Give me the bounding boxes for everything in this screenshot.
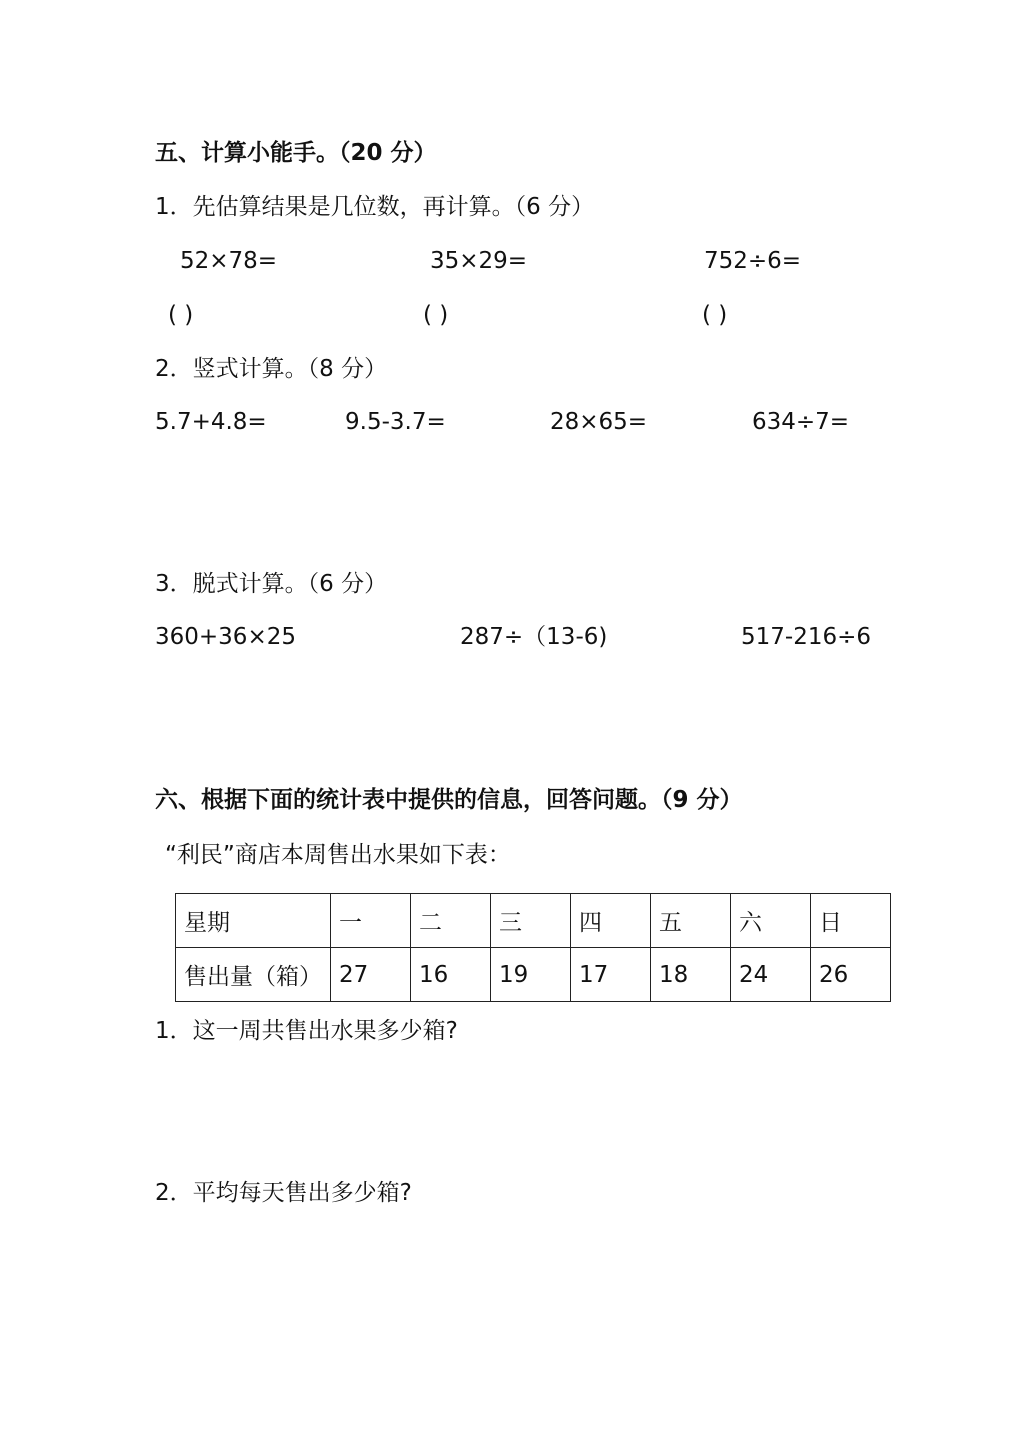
section5-q2-title: 2．竖式计算。（8 分） (155, 356, 388, 382)
estimate-blank-1[interactable]: ( ) (168, 302, 194, 328)
day-cell: 五 (651, 894, 731, 948)
table-row (176, 948, 891, 1002)
day-cell: 四 (571, 894, 651, 948)
row-header-weekday: 星期 (176, 894, 331, 948)
section5-title: 五、计算小能手。（20 分） (155, 140, 437, 166)
sales-cell: 16 (411, 948, 491, 1002)
day-cell: 一 (331, 894, 411, 948)
section6-q2: 2．平均每天售出多少箱? (155, 1180, 412, 1206)
row-header-sales: 售出量（箱） (176, 948, 331, 1002)
estimate-expression-1: 52×78= (180, 248, 278, 274)
sales-cell: 17 (571, 948, 651, 1002)
estimate-blank-2[interactable]: ( ) (423, 302, 449, 328)
sales-cell: 27 (331, 948, 411, 1002)
day-cell: 六 (731, 894, 811, 948)
estimate-expression-3: 752÷6= (704, 248, 802, 274)
section6-title: 六、根据下面的统计表中提供的信息，回答问题。（9 分） (155, 787, 743, 813)
fruit-sales-table (175, 893, 891, 1002)
vertical-calc-2: 9.5-3.7= (345, 409, 446, 435)
sales-cell: 24 (731, 948, 811, 1002)
vertical-calc-1: 5.7+4.8= (155, 409, 267, 435)
estimate-expression-2: 35×29= (430, 248, 528, 274)
day-cell: 日 (811, 894, 891, 948)
estimate-blank-3[interactable]: ( ) (702, 302, 728, 328)
stepwise-calc-3: 517-216÷6 (741, 624, 872, 650)
day-cell: 三 (491, 894, 571, 948)
table-row (176, 894, 891, 948)
section5-q3-title: 3．脱式计算。（6 分） (155, 571, 388, 597)
stepwise-calc-2: 287÷（13-6) (460, 624, 608, 650)
sales-cell: 18 (651, 948, 731, 1002)
section6-intro: “利民”商店本周售出水果如下表： (165, 842, 511, 868)
day-cell: 二 (411, 894, 491, 948)
section5-q1-title: 1．先估算结果是几位数，再计算。（6 分） (155, 194, 595, 220)
stepwise-calc-1: 360+36×25 (155, 624, 296, 650)
sales-cell: 19 (491, 948, 571, 1002)
vertical-calc-4: 634÷7= (752, 409, 850, 435)
section6-q1: 1．这一周共售出水果多少箱? (155, 1018, 458, 1044)
vertical-calc-3: 28×65= (550, 409, 648, 435)
sales-cell: 26 (811, 948, 891, 1002)
